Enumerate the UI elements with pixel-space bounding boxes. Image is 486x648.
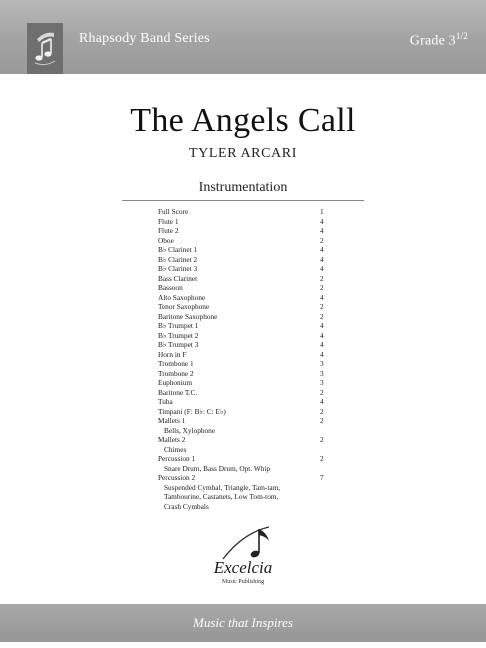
- instrument-row: [158, 302, 334, 312]
- instrument-detail: [158, 483, 334, 493]
- instrument-name: Bassoon: [158, 283, 183, 292]
- instrument-count: 4: [320, 397, 324, 406]
- instrument-name: Tambourine, Castanets, Low Tom-tom,: [164, 492, 279, 501]
- instrument-row: [158, 226, 334, 236]
- series-name: Rhapsody Band Series: [79, 31, 210, 46]
- publisher-subtitle: Music Publishing: [221, 579, 265, 585]
- instrument-count: 2: [320, 235, 324, 245]
- instrument-row: [158, 388, 334, 398]
- instrument-count: 4: [320, 340, 324, 349]
- composer-name: TYLER ARCARI: [189, 146, 297, 161]
- instrument-name: Flute 2: [158, 226, 179, 235]
- instrument-count: 4: [320, 226, 324, 235]
- instrument-name: B♭ Trumpet 2: [158, 330, 199, 340]
- instrument-name: Chimes: [164, 444, 187, 454]
- instrument-name: Trombone 1: [158, 359, 194, 368]
- instrument-name: Baritone Saxophone: [158, 311, 218, 321]
- instrument-row: [158, 435, 334, 445]
- instrument-row: [158, 293, 334, 303]
- eighth-note-icon: [193, 523, 293, 563]
- instrument-detail: [158, 464, 334, 474]
- instrument-row: [158, 321, 334, 331]
- grade-label: [410, 31, 468, 50]
- instrument-count: 1: [320, 207, 324, 216]
- music-notes-icon: [27, 23, 63, 74]
- instrument-count: 4: [320, 216, 324, 226]
- instrument-count: 4: [320, 264, 324, 273]
- instrument-count: 4: [320, 321, 324, 330]
- instrument-detail: [158, 502, 334, 512]
- instrument-name: Oboe: [158, 235, 174, 245]
- instrument-count: 2: [320, 406, 324, 416]
- grade-text: Grade 3: [409, 33, 456, 49]
- instrument-name: B♭ Clarinet 1: [158, 245, 198, 254]
- instrument-name: B♭ Clarinet 2: [158, 254, 198, 264]
- instrument-row: [158, 312, 334, 322]
- instrument-name: Bells, Xylophone: [164, 425, 216, 435]
- instrument-detail: [158, 445, 334, 455]
- divider: [122, 200, 364, 201]
- instrument-name: Crash Cymbals: [164, 501, 209, 511]
- instrument-row: [158, 283, 334, 293]
- instrument-count: 2: [320, 311, 324, 321]
- footer-tagline: Music that Inspires: [193, 615, 293, 630]
- instrument-count: 2: [320, 416, 324, 425]
- instrumentation-list: [158, 207, 334, 511]
- instrument-count: 4: [320, 245, 324, 254]
- instrument-row: [158, 416, 334, 426]
- instrument-name: Mallets 2: [158, 435, 186, 444]
- instrument-name: B♭ Trumpet 1: [158, 321, 199, 330]
- instrument-name: Mallets 1: [158, 416, 186, 425]
- instrument-count: 2: [320, 283, 324, 292]
- instrument-row: [158, 331, 334, 341]
- instrument-row: [158, 274, 334, 284]
- instrument-row: [158, 454, 334, 464]
- instrument-name: Bass Clarinet: [158, 273, 198, 283]
- page-title: The Angels Call: [130, 102, 356, 139]
- instrument-name: Timpani (F: B♭: C: E♭): [158, 406, 226, 416]
- instrument-name: Full Score: [158, 207, 189, 216]
- instrument-count: 3: [320, 378, 324, 387]
- instrument-count: 3: [320, 368, 324, 378]
- instrument-row: [158, 255, 334, 265]
- instrument-row: [158, 350, 334, 360]
- instrument-row: [158, 236, 334, 246]
- instrument-name: Tenor Saxophone: [158, 302, 210, 311]
- instrument-name: Euphonium: [158, 378, 193, 387]
- instrument-count: 2: [320, 435, 324, 444]
- instrument-name: B♭ Trumpet 3: [158, 340, 199, 349]
- instrument-row: [158, 207, 334, 217]
- instrument-count: 4: [320, 292, 324, 302]
- instrument-row: [158, 473, 334, 483]
- instrument-row: [158, 397, 334, 407]
- instrument-detail: [158, 426, 334, 436]
- instrument-name: B♭ Clarinet 3: [158, 264, 198, 273]
- publisher-logo: [193, 523, 293, 593]
- footer-bar: [0, 604, 486, 642]
- instrument-name: Percussion 1: [158, 454, 196, 463]
- instrument-detail: [158, 492, 334, 502]
- instrument-row: [158, 340, 334, 350]
- series-logo: [27, 23, 63, 74]
- instrument-row: [158, 407, 334, 417]
- instrument-count: 4: [320, 349, 324, 359]
- instrument-row: [158, 369, 334, 379]
- instrument-count: 3: [320, 359, 324, 368]
- instrument-name: Percussion 2: [158, 473, 196, 482]
- instrument-name: Flute 1: [158, 216, 179, 226]
- instrumentation-heading: Instrumentation: [198, 180, 288, 195]
- publisher-name: Excelcia: [213, 558, 273, 577]
- instrument-count: 2: [320, 454, 324, 463]
- instrument-count: 4: [320, 254, 324, 264]
- instrument-row: [158, 217, 334, 227]
- instrument-count: 2: [320, 302, 324, 311]
- instrument-count: 7: [320, 473, 324, 482]
- instrument-row: [158, 378, 334, 388]
- series-header-bar: [0, 0, 486, 74]
- instrument-name: Snare Drum, Bass Drum, Opt. Whip: [164, 463, 271, 473]
- instrument-count: 2: [320, 273, 324, 283]
- instrument-name: Tuba: [158, 397, 173, 406]
- instrument-row: [158, 359, 334, 369]
- instrument-row: [158, 264, 334, 274]
- instrument-row: [158, 245, 334, 255]
- instrument-name: Alto Saxophone: [158, 292, 206, 302]
- instrument-name: Horn in F: [158, 349, 187, 359]
- instrument-name: Trombone 2: [158, 368, 194, 378]
- instrument-count: 2: [320, 387, 324, 397]
- instrument-name: Baritone T.C.: [158, 387, 198, 397]
- grade-fraction: 1/2: [455, 31, 468, 41]
- instrument-name: Suspended Cymbal, Triangle, Tam-tam,: [164, 482, 281, 492]
- instrument-count: 4: [320, 330, 324, 340]
